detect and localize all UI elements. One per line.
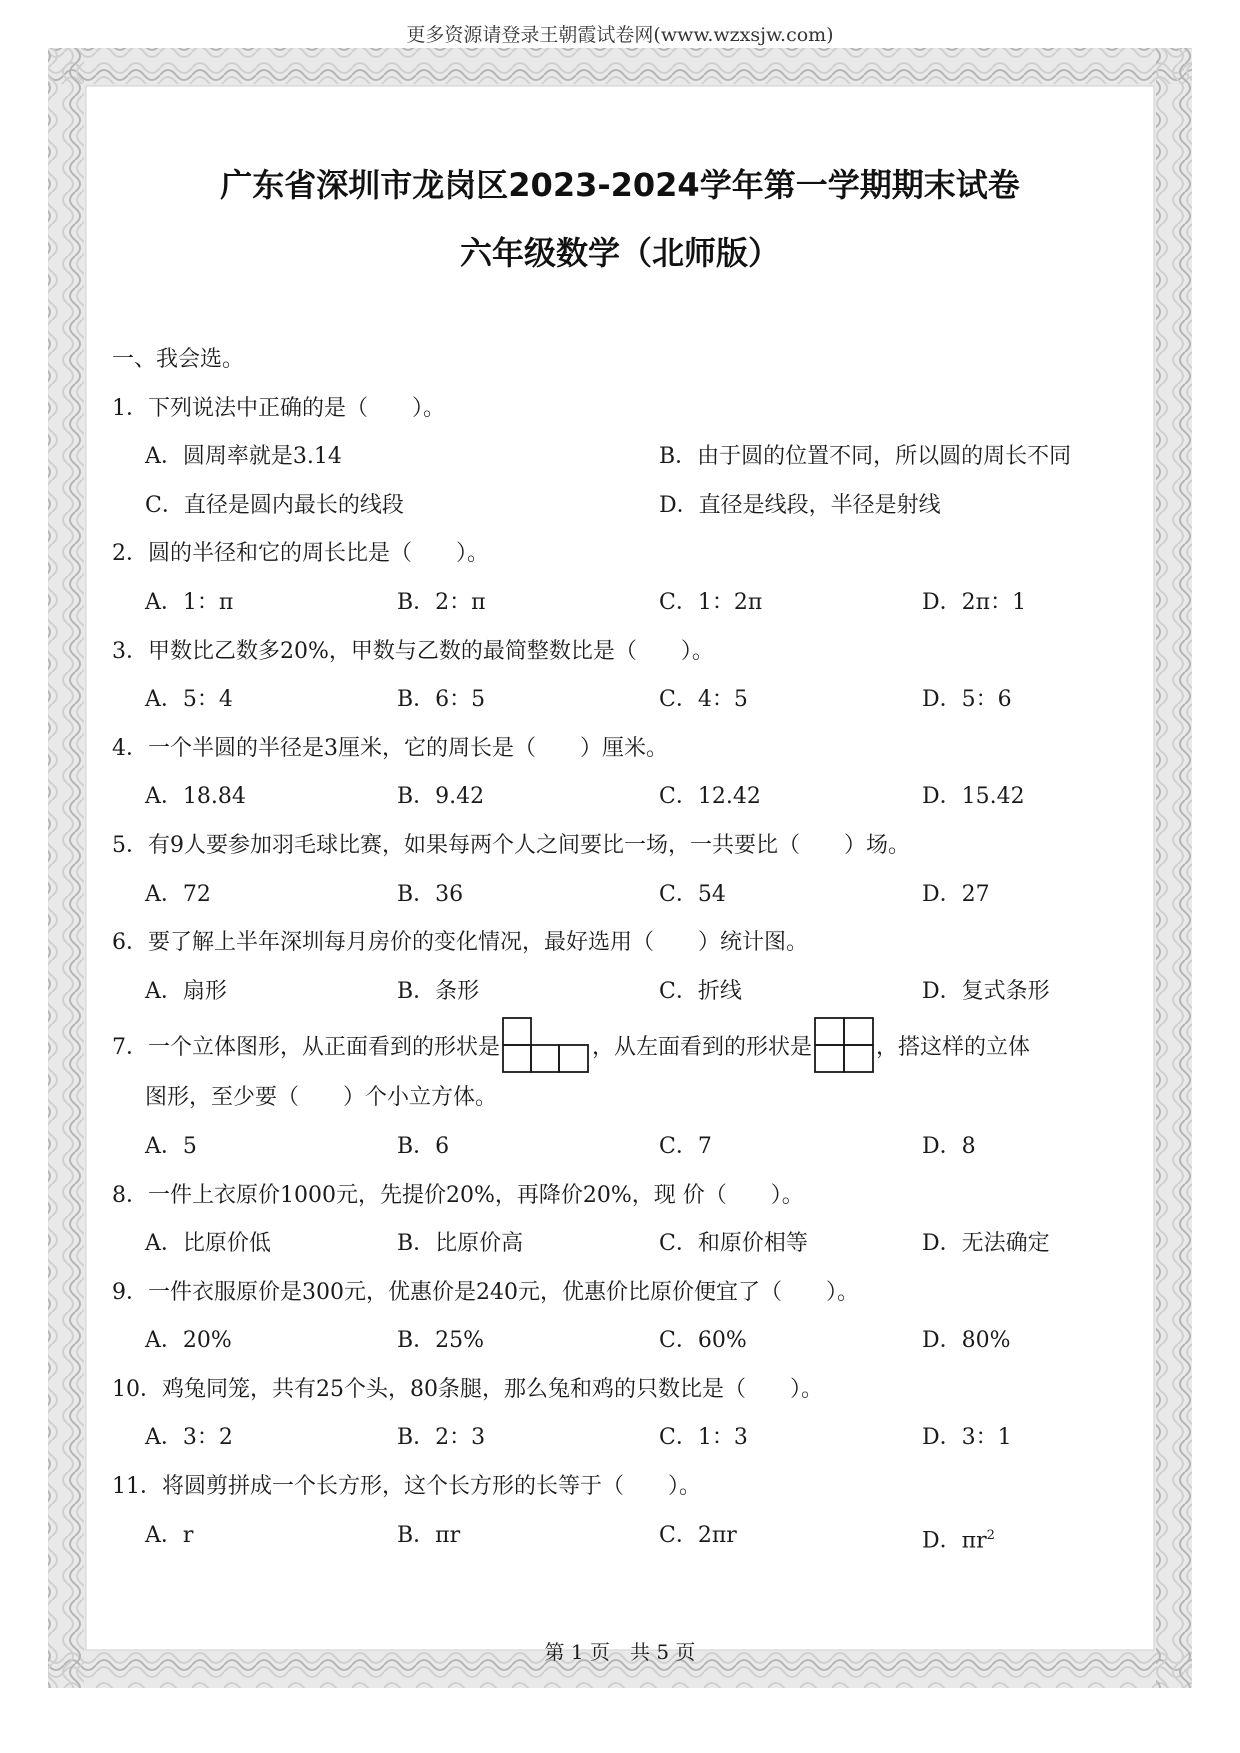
options-row <box>112 1317 1132 1366</box>
option-c: C．和原价相等 <box>659 1231 808 1257</box>
option-b: B．比原价高 <box>397 1231 524 1257</box>
option-d: D．无法确定 <box>922 1231 1050 1257</box>
option-c: C．1：2π <box>659 589 763 615</box>
options-row <box>112 1414 1132 1463</box>
option-d: D．27 <box>922 881 990 907</box>
option-c: C．7 <box>659 1133 712 1159</box>
options-row <box>112 433 1132 482</box>
question-stem: 10．鸡兔同笼，共有25个头，80条腿，那么兔和鸡的只数比是（ ）。 <box>112 1376 823 1402</box>
question-stem: 5．有9人要参加羽毛球比赛，如果每两个人之间要比一场，一共要比（ ）场。 <box>112 832 910 858</box>
option-c: C．直径是圆内最长的线段 <box>145 492 404 518</box>
question-stem: 11．将圆剪拼成一个长方形，这个长方形的长等于（ ）。 <box>112 1474 701 1500</box>
options-row <box>112 482 1132 531</box>
option-d: D．80% <box>922 1328 1011 1354</box>
superscript: 2 <box>986 1527 995 1543</box>
options-row <box>112 871 1132 920</box>
option-b: B．由于圆的位置不同，所以圆的周长不同 <box>659 444 1072 470</box>
option-a: A．5：4 <box>145 687 233 713</box>
option-d: D．复式条形 <box>922 978 1050 1004</box>
option-b: B．9.42 <box>397 784 485 810</box>
option-c: C．1：3 <box>659 1425 748 1451</box>
option-b: B．6 <box>397 1133 450 1159</box>
options-row <box>112 773 1132 822</box>
option-d: D．15.42 <box>922 784 1025 810</box>
option-d: D．2π：1 <box>922 589 1027 615</box>
option-d: D．直径是线段，半径是射线 <box>659 492 941 518</box>
option-c: C．4：5 <box>659 687 748 713</box>
option-a: A．r <box>145 1522 194 1548</box>
question-stem: 2．圆的半径和它的周长比是（ ）。 <box>112 541 489 567</box>
question-list <box>112 336 1132 1560</box>
option-b: B．πr <box>397 1522 461 1548</box>
exam-subtitle: 六年级数学（北师版） <box>459 234 780 272</box>
option-c: C．12.42 <box>659 784 761 810</box>
option-b: B．2：π <box>397 589 486 615</box>
exam-title: 广东省深圳市龙岗区2023-2024学年第一学期期末试卷 <box>220 166 1020 204</box>
stem-part: ，从左面看到的形状是 <box>592 1034 813 1060</box>
options-row <box>112 1512 1132 1561</box>
stem-part: ，搭这样的立体 <box>876 1034 1031 1060</box>
option-a: A．20% <box>145 1328 232 1354</box>
option-c: C．54 <box>659 881 726 907</box>
question-stem: 3．甲数比乙数多20%，甲数与乙数的最简整数比是（ ）。 <box>112 638 714 664</box>
option-a: A．扇形 <box>145 978 227 1004</box>
question-stem: 6．要了解上半年深圳每月房价的变化情况，最好选用（ ）统计图。 <box>112 930 808 956</box>
options-row <box>112 1220 1132 1269</box>
option-c: C．2πr <box>659 1522 737 1548</box>
option-a: A．3：2 <box>145 1425 233 1451</box>
option-a: A．5 <box>145 1133 197 1159</box>
front-view-figure <box>502 1017 590 1073</box>
question-stem <box>112 1016 1132 1074</box>
option-b: B．36 <box>397 881 464 907</box>
question-stem: 4．一个半圆的半径是3厘米，它的周长是（ ）厘米。 <box>112 735 668 761</box>
option-b: B．25% <box>397 1328 485 1354</box>
option-d <box>922 1512 995 1566</box>
option-b: B．条形 <box>397 978 480 1004</box>
option-c: C．折线 <box>659 978 742 1004</box>
page-footer: 第 1 页 共 5 页 <box>544 1640 696 1664</box>
option-a: A．圆周率就是3.14 <box>145 444 342 470</box>
stem-part: 7．一个立体图形，从正面看到的形状是 <box>112 1034 500 1060</box>
options-row <box>112 968 1132 1017</box>
section-heading: 一、我会选。 <box>112 347 245 372</box>
option-c: C．60% <box>659 1328 747 1354</box>
question-stem: 9．一件衣服原价是300元，优惠价是240元，优惠价比原价便宜了（ ）。 <box>112 1279 859 1305</box>
option-b: B．6：5 <box>397 687 486 713</box>
question-stem: 1．下列说法中正确的是（ ）。 <box>112 395 445 421</box>
option-b: B．2：3 <box>397 1425 486 1451</box>
options-row <box>112 1123 1132 1172</box>
options-row <box>112 676 1132 725</box>
question-stem: 8．一件上衣原价1000元，先提价20%，再降价20%，现 价（ ）。 <box>112 1182 804 1208</box>
option-a: A．18.84 <box>145 784 246 810</box>
option-a: A．72 <box>145 881 211 907</box>
option-d: D．8 <box>922 1133 976 1159</box>
question-stem-continued: 图形，至少要（ ）个小立方体。 <box>145 1085 498 1111</box>
option-d-text: D．πr <box>922 1527 987 1553</box>
option-a: A．比原价低 <box>145 1231 271 1257</box>
left-view-figure <box>814 1017 874 1073</box>
option-d: D．5：6 <box>922 687 1012 713</box>
site-note: 更多资源请登录王朝霞试卷网(www.wzxsjw.com) <box>406 24 834 46</box>
options-row <box>112 579 1132 628</box>
option-d: D．3：1 <box>922 1425 1012 1451</box>
option-a: A．1：π <box>145 589 234 615</box>
